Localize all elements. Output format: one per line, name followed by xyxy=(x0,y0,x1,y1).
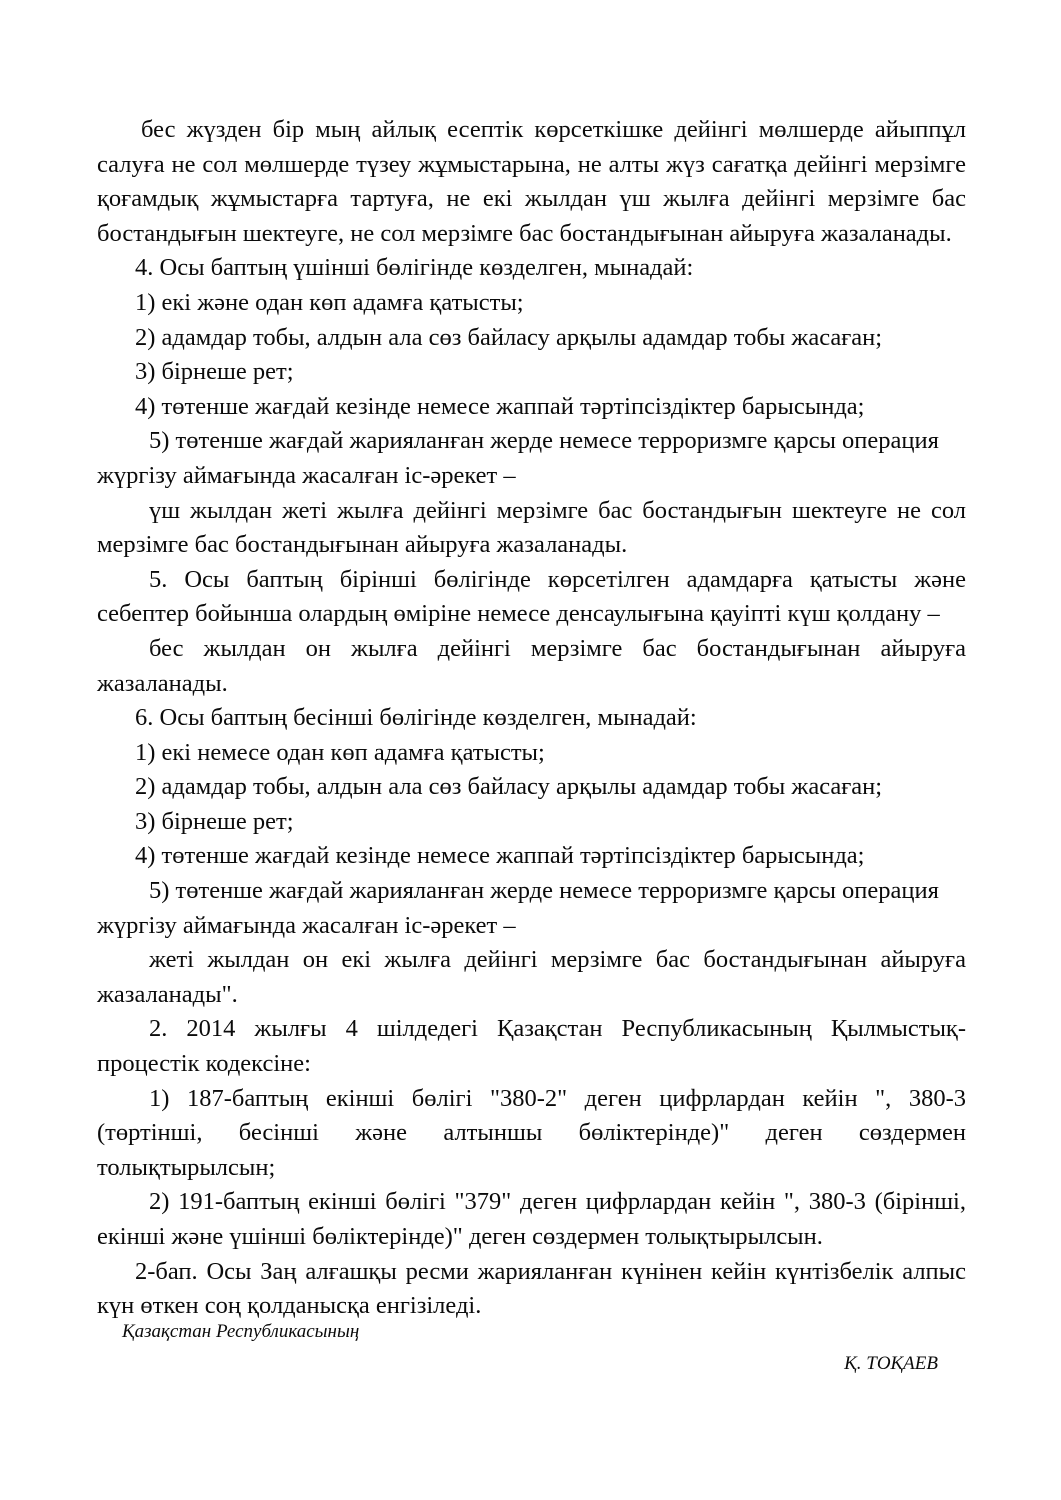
paragraph-item-6: 6. Осы баптың бесінші бөлігінде көзделген, мынадай: xyxy=(135,704,697,732)
paragraph-6-punishment: жеті жылдан он екі жылға дейінгі мерзімге бас бостандығынан айыруға жазаланады". xyxy=(97,946,966,1008)
paragraph-6-sub-4: 4) төтенше жағдай кезінде немесе жаппай тәртіпсіздіктер барысында; xyxy=(135,842,865,870)
document-body xyxy=(97,113,966,1324)
paragraph-4-sub-5: 5) төтенше жағдай жарияланған жерде немесе терроризмге қарсы операция жүргізу аймағында жасалған іс-әрекет – xyxy=(97,427,939,489)
signature-block xyxy=(97,1318,966,1377)
paragraph-4-punishment: үш жылдан жеті жылға дейінгі мерзімге бас бостандығын шектеуге не сол мерзімге бас бостандығынан айыруға жазаланады. xyxy=(97,496,966,559)
paragraph-4-sub-3: 3) бірнеше рет; xyxy=(135,358,294,386)
paragraph-section-2: 2. 2014 жылғы 4 шілдедегі Қазақстан Республикасының Қылмыстық-процестік кодексіне: xyxy=(97,1015,966,1078)
paragraph-section-2-sub-1: 1) 187-баптың екінші бөлігі "380-2" деген цифрлардан кейін ", 380-3 (төртінші, бесінші және алтыншы бөліктерінде)" деген сөздермен толықтырылсын; xyxy=(97,1084,966,1181)
paragraph-article-2: 2-бап. Осы Заң алғашқы ресми жарияланған күнінен кейін күнтізбелік алпыс күн өткен соң қолданысқа енгізіледі. xyxy=(97,1257,966,1320)
paragraph-4-sub-2: 2) адамдар тобы, алдын ала сөз байласу арқылы адамдар тобы жасаған; xyxy=(135,323,883,351)
paragraph-5-punishment: бес жылдан он жылға дейінгі мерзімге бас бостандығынан айыруға жазаланады. xyxy=(97,634,966,697)
paragraph-item-4: 4. Осы баптың үшінші бөлігінде көзделген, мынадай: xyxy=(135,254,694,282)
paragraph-6-sub-2: 2) адамдар тобы, алдын ала сөз байласу арқылы адамдар тобы жасаған; xyxy=(135,773,883,801)
paragraph-4-sub-4: 4) төтенше жағдай кезінде немесе жаппай тәртіпсіздіктер барысында; xyxy=(135,392,865,420)
paragraph-4-sub-1: 1) екі және одан көп адамға қатысты; xyxy=(135,288,524,316)
signature-organization: Қазақстан Республикасының xyxy=(122,1321,360,1342)
paragraph-penalty-range: бес жүзден бір мың айлық есептік көрсеткішке дейінгі мөлшерде айыппұл салуға не сол мөлшерде түзеу жұмыстарына, не алты жүз сағатқа дейінгі мерзімге қоғамдық жұмыстарға тартуға, не екі жылдан үш жылға дейінгі мерзімге бас бостандығын шектеуге, не сол мерзімге бас бостандығынан айыруға жазаланады. xyxy=(97,116,966,247)
paragraph-section-2-sub-2: 2) 191-баптың екінші бөлігі "379" деген цифрлардан кейін ", 380-3 (бірінші, екінші және үшінші бөліктерінде)" деген сөздермен толықтырылсын. xyxy=(97,1188,966,1250)
paragraph-6-sub-3: 3) бірнеше рет; xyxy=(135,807,294,835)
signature-name: Қ. ТОҚАЕВ xyxy=(844,1353,938,1374)
paragraph-6-sub-5: 5) төтенше жағдай жарияланған жерде немесе терроризмге қарсы операция жүргізу аймағында жасалған іс-әрекет – xyxy=(97,877,939,939)
paragraph-6-sub-1: 1) екі немесе одан көп адамға қатысты; xyxy=(135,738,545,766)
paragraph-item-5: 5. Осы баптың бірінші бөлігінде көрсетілген адамдарға қатысты және себептер бойынша олардың өміріне немесе денсаулығына қауіпті күш қолдану – xyxy=(97,565,966,628)
